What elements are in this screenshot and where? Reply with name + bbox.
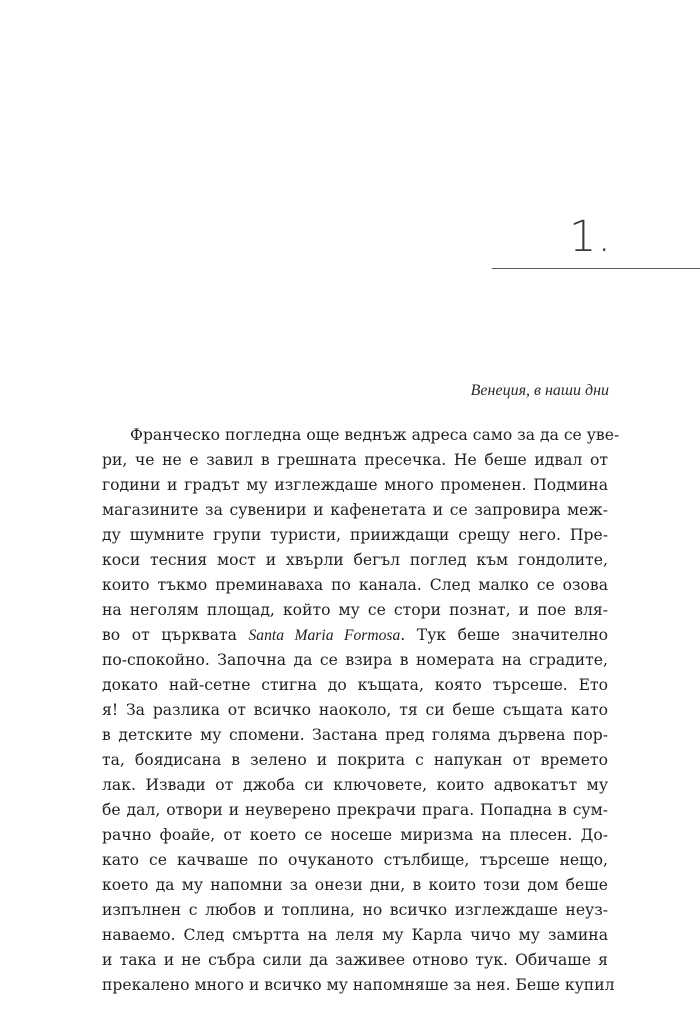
paragraph-line: коси тесния мост и хвърли бегъл поглед към гондолите, [102,551,608,569]
paragraph-line: я! За разлика от всичко наоколо, тя си беше същата като [102,701,608,719]
paragraph-line: като се качваше по очуканото стълбище, търсеше нещо, [102,851,608,869]
paragraph-line: магазините за сувенири и кафенетата и се запровира меж- [102,501,608,519]
paragraph-line: лак. Извади от джоба си ключовете, които адвокатът му [102,776,608,794]
paragraph-line: години и градът му изглеждаше много променен. Подмина [102,476,608,494]
paragraph-line: което да му напомни за онези дни, в които този дом беше [102,876,608,894]
paragraph-line: та, боядисана в зелено и покрита с напукан от времето [102,751,608,769]
chapter-divider [492,268,700,269]
setting-heading: Венеция, в наши дни [470,382,609,399]
paragraph-line: прекалено много и всичко му напомняше за нея. Беше купил [102,976,615,994]
paragraph-line: по-спокойно. Започна да се взира в номерата на сградите, [102,651,608,669]
paragraph-line: ду шумните групи туристи, прииждащи срещу него. Пре- [102,526,608,544]
paragraph-line: бе дал, отвори и неуверено прекрачи прага. Попадна в сум- [102,801,608,819]
paragraph-line: на неголям площад, който му се стори познат, и пое вля- [102,601,608,619]
paragraph-line: докато най-сетне стигна до къщата, която търсеше. Ето [102,676,608,694]
body-paragraph [102,423,620,998]
paragraph-line: изпълнен с любов и топлина, но всичко изглеждаше неуз- [102,901,608,919]
paragraph-line: наваемо. След смъртта на леля му Карла чичо му замина [102,926,608,944]
church-name: Santa Maria Formosa [248,627,401,644]
paragraph-line: Франческо погледна още веднъж адреса само за да се увe- [130,426,620,444]
paragraph-line: ри, че не е завил в грешната пресечка. Не беше идвал от [102,451,608,469]
paragraph-line: и така и не събра сили да заживее отново тук. Обичаше я [102,951,608,969]
paragraph-line: които тъкмо преминаваха по канала. След малко се озова [102,576,608,594]
chapter-number: 1. [568,212,612,262]
paragraph-line: в детските му спомени. Застана пред голяма дървена пор- [102,726,608,744]
paragraph-line: рачно фоайе, от което се носеше миризма на плесен. До- [102,826,608,844]
paragraph-line: во от църквата Santa Maria Formosa. Тук беше значително [102,626,608,644]
